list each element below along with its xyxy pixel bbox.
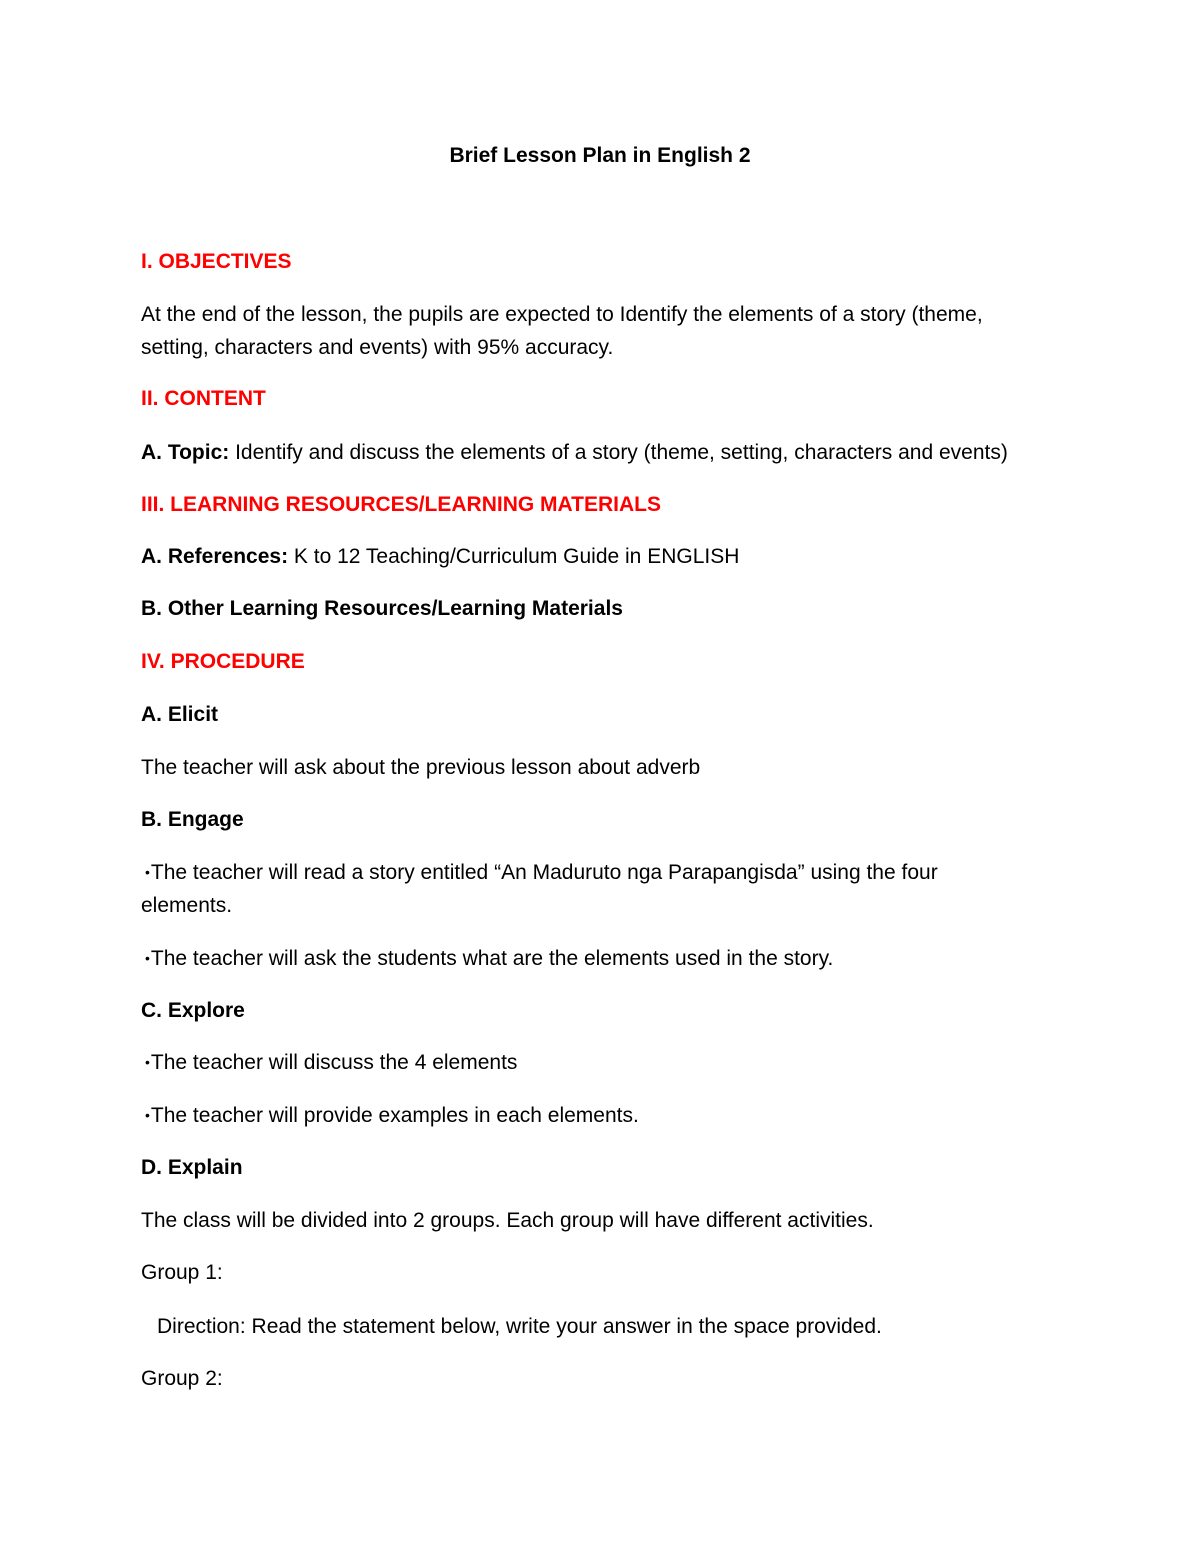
group-1-label: Group 1:: [141, 1261, 223, 1284]
engage-bullet-2-text: The teacher will ask the students what are the elements used in the story.: [150, 947, 834, 970]
explain-text: The class will be divided into 2 groups. Each group will have different activities.: [141, 1209, 874, 1232]
references-text: K to 12 Teaching/Curriculum Guide in ENGLISH: [288, 545, 740, 568]
bullet-icon: •: [145, 950, 150, 966]
references-paragraph: [141, 540, 739, 573]
topic-text: Identify and discuss the elements of a story (theme, setting, characters and events): [229, 441, 1008, 464]
group-2-label: Group 2:: [141, 1367, 223, 1390]
bullet-icon: •: [145, 864, 150, 880]
resources-heading: III. LEARNING RESOURCES/LEARNING MATERIALS: [141, 493, 661, 516]
document-title: Brief Lesson Plan in English 2: [449, 144, 751, 167]
elicit-text: The teacher will ask about the previous lesson about adverb: [141, 756, 701, 779]
explore-bullet-1-text: The teacher will discuss the 4 elements: [150, 1051, 518, 1074]
content-heading: II. CONTENT: [141, 387, 266, 410]
engage-label: B. Engage: [141, 808, 244, 831]
bullet-icon: •: [145, 1107, 150, 1123]
engage-bullet-1-text: The teacher will read a story entitled “An Maduruto nga Parapangisda” using the four: [150, 861, 938, 884]
objectives-text-line-1: At the end of the lesson, the pupils are expected to Identify the elements of a story (theme,: [141, 303, 983, 326]
topic-label: A. Topic:: [141, 441, 230, 464]
explore-label: C. Explore: [141, 999, 245, 1022]
references-label: A. References:: [141, 545, 289, 568]
bullet-icon: •: [145, 1054, 150, 1070]
objectives-heading: I. OBJECTIVES: [141, 250, 292, 273]
explore-bullet-2-text: The teacher will provide examples in each elements.: [150, 1104, 639, 1127]
procedure-heading: IV. PROCEDURE: [141, 650, 305, 673]
engage-bullet-1: [145, 856, 938, 891]
engage-bullet-2: [145, 942, 833, 977]
explore-bullet-1: [145, 1046, 517, 1081]
objectives-text-line-2: setting, characters and events) with 95% accuracy.: [141, 336, 614, 359]
engage-bullet-1-continuation: elements.: [141, 894, 233, 917]
elicit-label: A. Elicit: [141, 703, 219, 726]
explore-bullet-2: [145, 1099, 639, 1134]
group-1-direction: Direction: Read the statement below, write your answer in the space provided.: [157, 1315, 882, 1338]
explain-label: D. Explain: [141, 1156, 243, 1179]
topic-paragraph: [141, 436, 1008, 469]
other-resources-label: B. Other Learning Resources/Learning Materials: [141, 597, 623, 620]
